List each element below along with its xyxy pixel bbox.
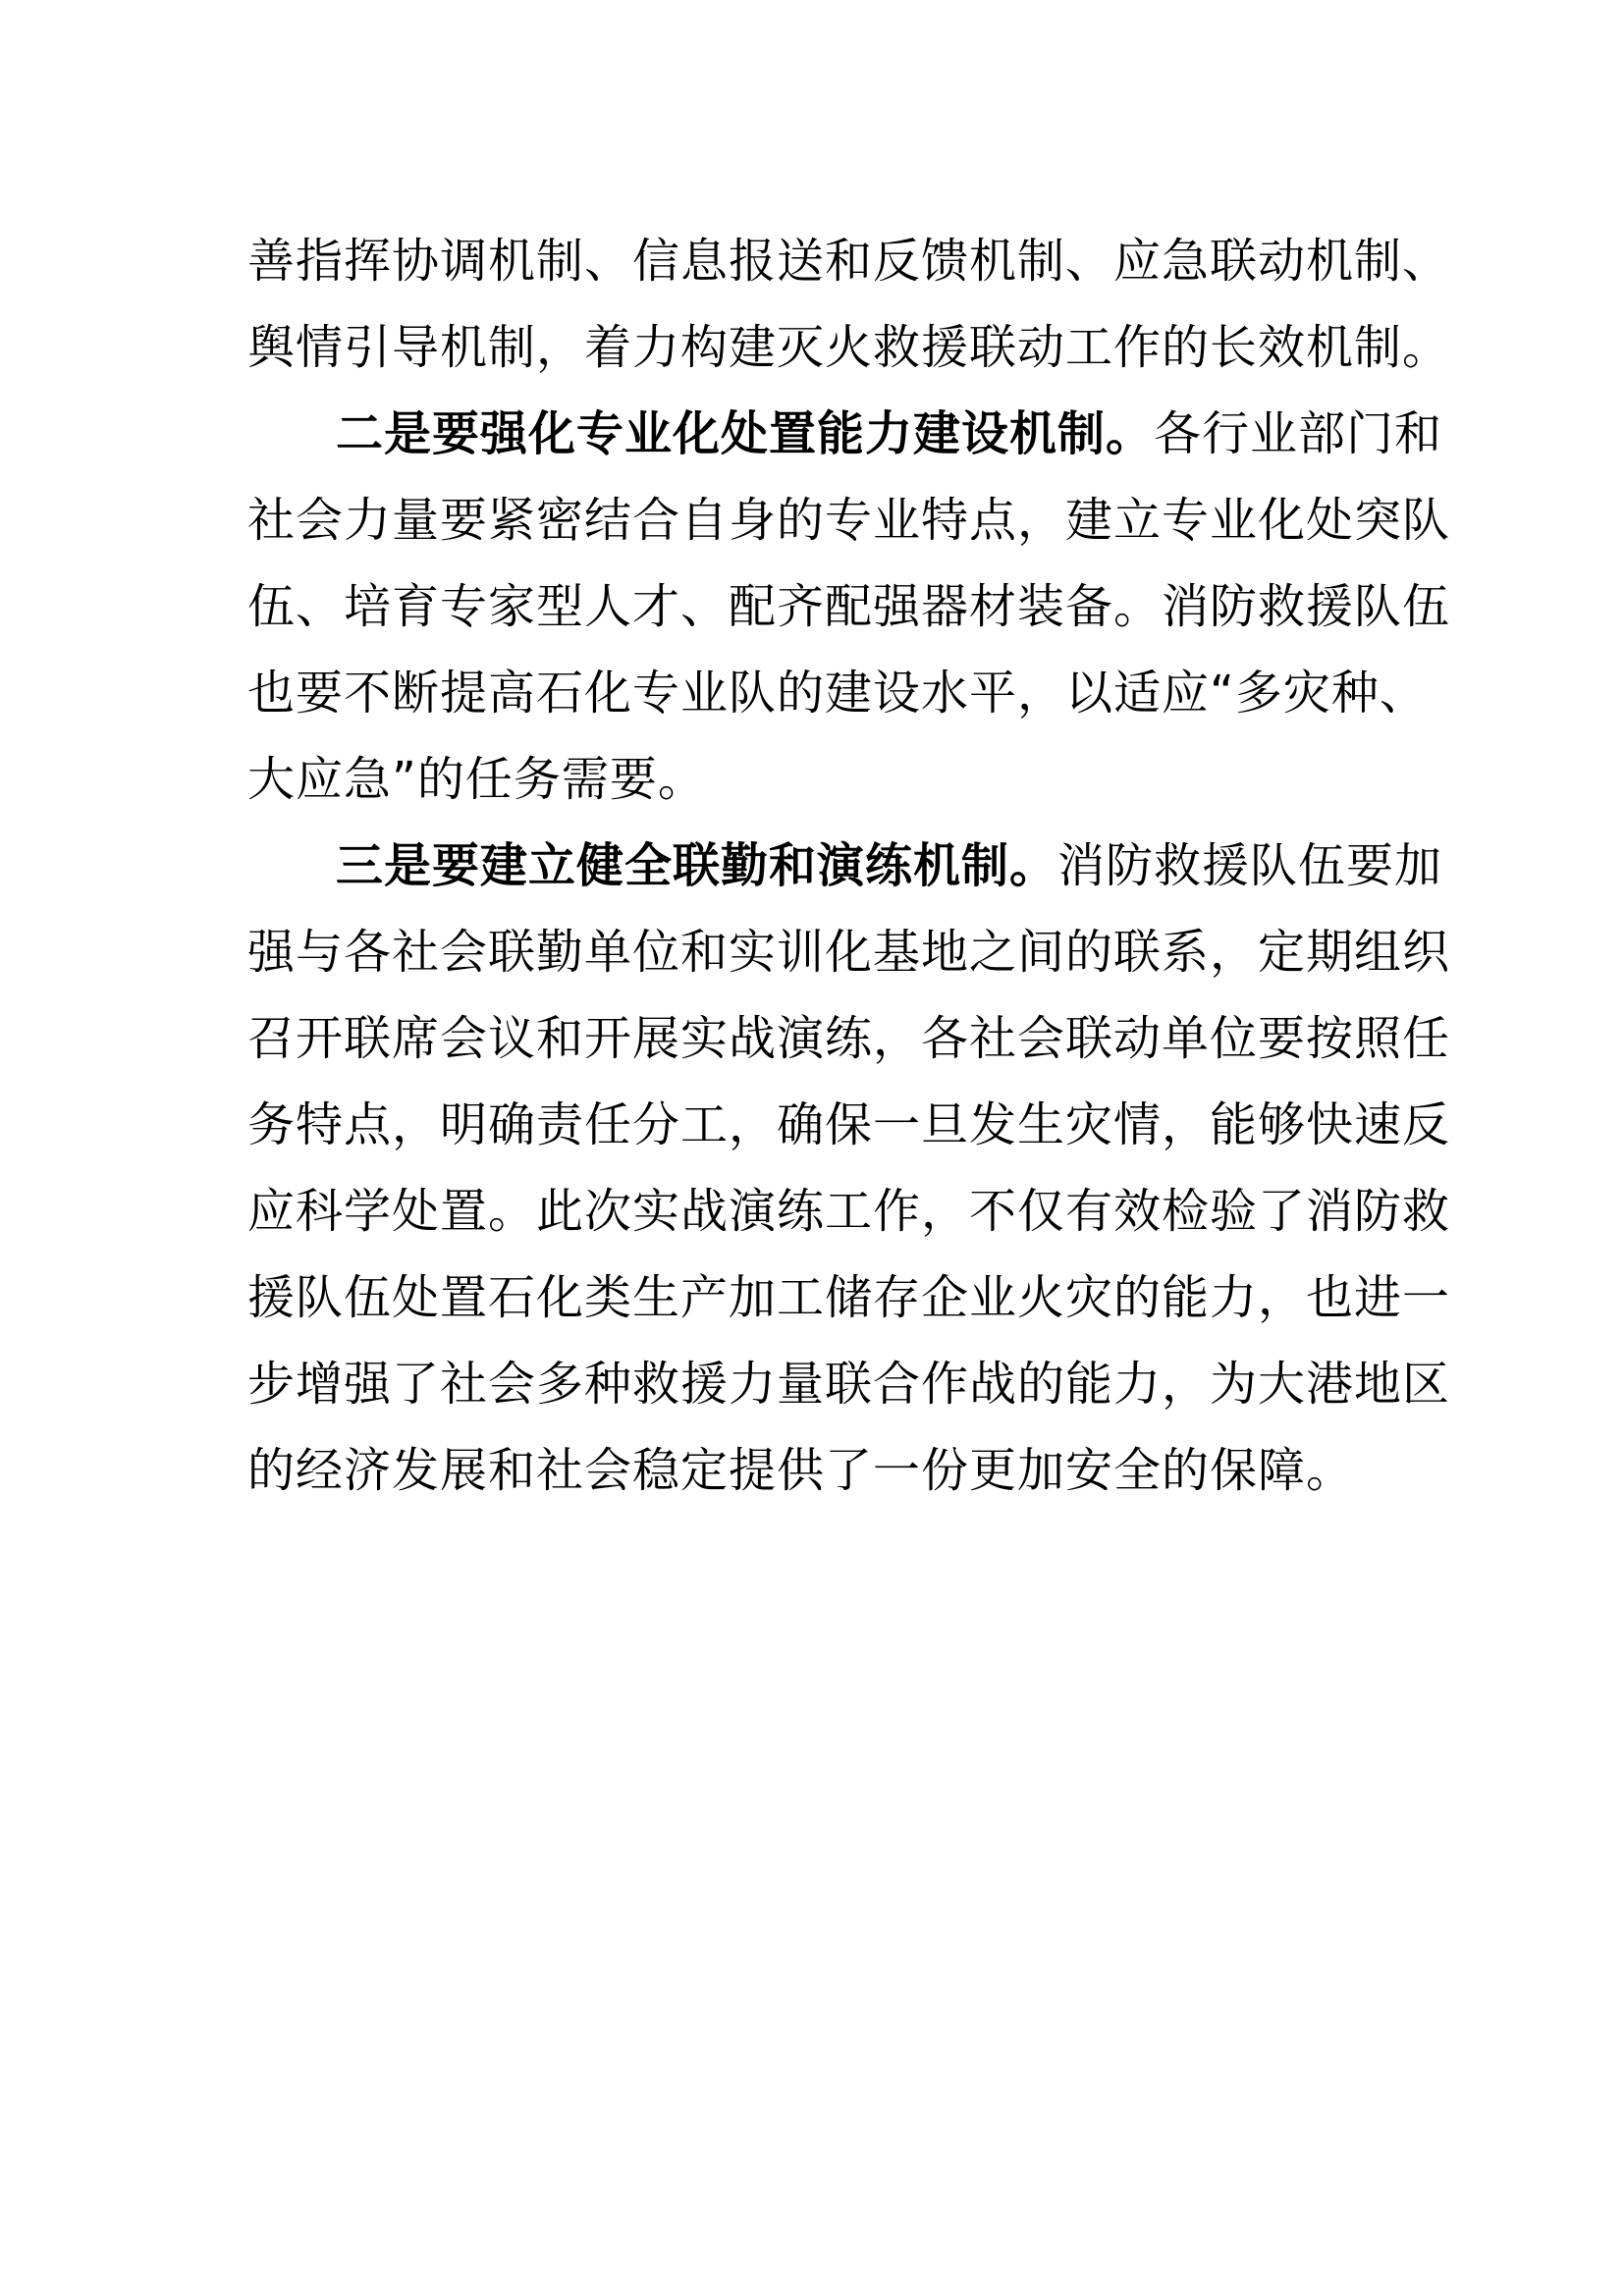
paragraph-line: 务特点，明确责任分工，确保一旦发生灾情，能够快速反 <box>247 1097 1451 1152</box>
paragraph-line: 伍、培育专家型人才、配齐配强器材装备。消防救援队伍 <box>247 579 1451 634</box>
paragraph-first-line <box>247 391 1443 477</box>
paragraph-lead-heading: 三是要建立健全联勤和演练机制。 <box>336 838 1058 893</box>
paragraph-line: 强与各社会联勤单位和实训化基地之间的联系，定期组织 <box>247 925 1451 980</box>
paragraph-2 <box>247 391 1451 823</box>
paragraph-line: 召开联席会议和开展实战演练，各社会联动单位要按照任 <box>247 1011 1451 1066</box>
paragraph-line: 援队伍处置石化类生产加工储存企业火灾的能力，也进一 <box>247 1270 1451 1325</box>
paragraph-first-line <box>247 823 1443 909</box>
paragraph-line: 善指挥协调机制、信息报送和反馈机制、应急联动机制、 <box>247 234 1451 289</box>
paragraph-lead-text: 各行业部门和 <box>1154 406 1443 461</box>
paragraph-line: 舆情引导机制，着力构建灭火救援联动工作的长效机制。 <box>247 320 1451 375</box>
paragraph-3 <box>247 823 1451 1514</box>
paragraph-line: 社会力量要紧密结合自身的专业特点，建立专业化处突队 <box>247 493 1451 548</box>
paragraph-line: 也要不断提高石化专业队的建设水平，以适应“多灾种、 <box>247 666 1428 721</box>
paragraph-line: 应科学处置。此次实战演练工作，不仅有效检验了消防救 <box>247 1184 1451 1239</box>
document-body <box>247 218 1451 1514</box>
paragraph-line: 的经济发展和社会稳定提供了一份更加安全的保障。 <box>247 1443 1355 1498</box>
paragraph-lead-text: 消防救援队伍要加 <box>1057 838 1443 893</box>
paragraph-lead-heading: 二是要强化专业化处置能力建设机制。 <box>336 406 1155 461</box>
paragraph-line: 步增强了社会多种救援力量联合作战的能力，为大港地区 <box>247 1357 1451 1412</box>
paragraph-line: 大应急”的任务需要。 <box>247 752 706 807</box>
paragraph-1 <box>247 218 1451 391</box>
